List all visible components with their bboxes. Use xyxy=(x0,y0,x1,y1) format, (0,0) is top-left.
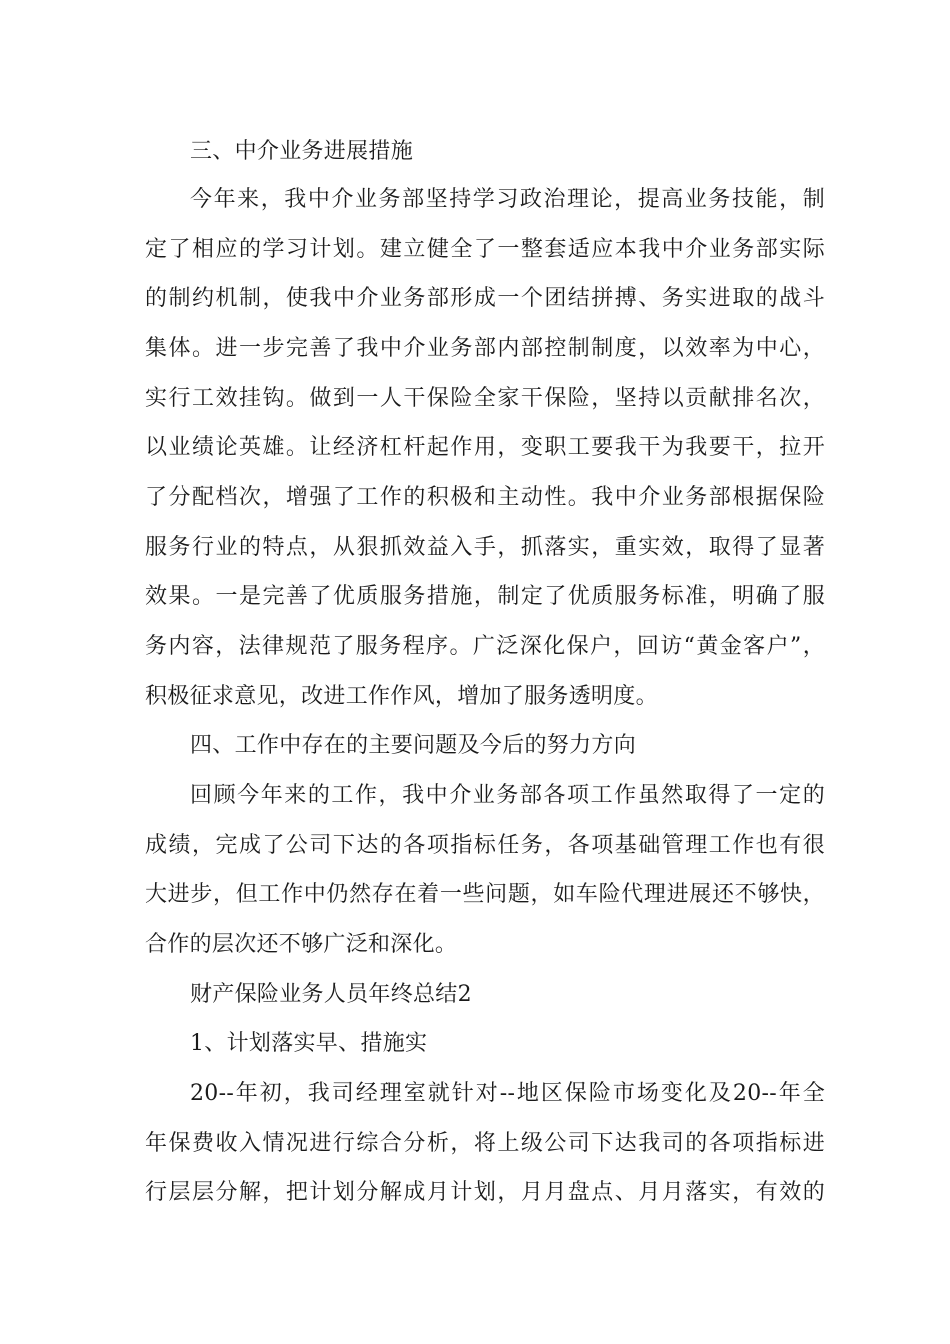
section-heading-3: 三、中介业务进展措施 xyxy=(190,139,414,164)
paragraph-line: 务内容，法律规范了服务程序。广泛深化保户，回访“黄金客户”， xyxy=(145,634,825,659)
paragraph-line: 了分配档次，增强了工作的积极和主动性。我中介业务部根据保险 xyxy=(145,485,825,510)
paragraph-line: 服务行业的特点，从狠抓效益入手，抓落实，重实效，取得了显著 xyxy=(145,535,825,560)
paragraph-line: 效果。一是完善了优质服务措施，制定了优质服务标准，明确了服 xyxy=(145,584,825,609)
document-title-2: 财产保险业务人员年终总结2 xyxy=(190,982,472,1007)
paragraph-line: 的制约机制，使我中介业务部形成一个团结拼搏、务实进取的战斗 xyxy=(145,286,825,311)
paragraph-line: 积极征求意见，改进工作作风，增加了服务透明度。 xyxy=(145,684,658,709)
paragraph-line: 实行工效挂钩。做到一人干保险全家干保险，坚持以贡献排名次， xyxy=(145,386,825,411)
paragraph-line: 回顾今年来的工作，我中介业务部各项工作虽然取得了一定的 xyxy=(190,783,825,808)
paragraph-line: 今年来，我中介业务部坚持学习政治理论，提高业务技能，制 xyxy=(190,187,825,212)
section-heading-4: 四、工作中存在的主要问题及今后的努力方向 xyxy=(190,733,637,758)
paragraph-line: 定了相应的学习计划。建立健全了一整套适应本我中介业务部实际 xyxy=(145,237,825,262)
paragraph-line: 20--年初，我司经理室就针对--地区保险市场变化及20--年全 xyxy=(190,1081,825,1106)
paragraph-line: 大进步，但工作中仍然存在着一些问题，如车险代理进展还不够快， xyxy=(145,882,825,907)
paragraph-line: 行层层分解，把计划分解成月计划，月月盘点、月月落实，有效的 xyxy=(145,1180,825,1205)
paragraph-line: 年保费收入情况进行综合分析，将上级公司下达我司的各项指标进 xyxy=(145,1131,825,1156)
paragraph-line: 以业绩论英雄。让经济杠杆起作用，变职工要我干为我要干，拉开 xyxy=(145,435,825,460)
paragraph-line: 成绩，完成了公司下达的各项指标任务，各项基础管理工作也有很 xyxy=(145,833,825,858)
paragraph-line: 集体。进一步完善了我中介业务部内部控制制度，以效率为中心， xyxy=(145,336,825,361)
subsection-heading-1: 1、计划落实早、措施实 xyxy=(190,1031,428,1056)
paragraph-line: 合作的层次还不够广泛和深化。 xyxy=(145,932,458,957)
